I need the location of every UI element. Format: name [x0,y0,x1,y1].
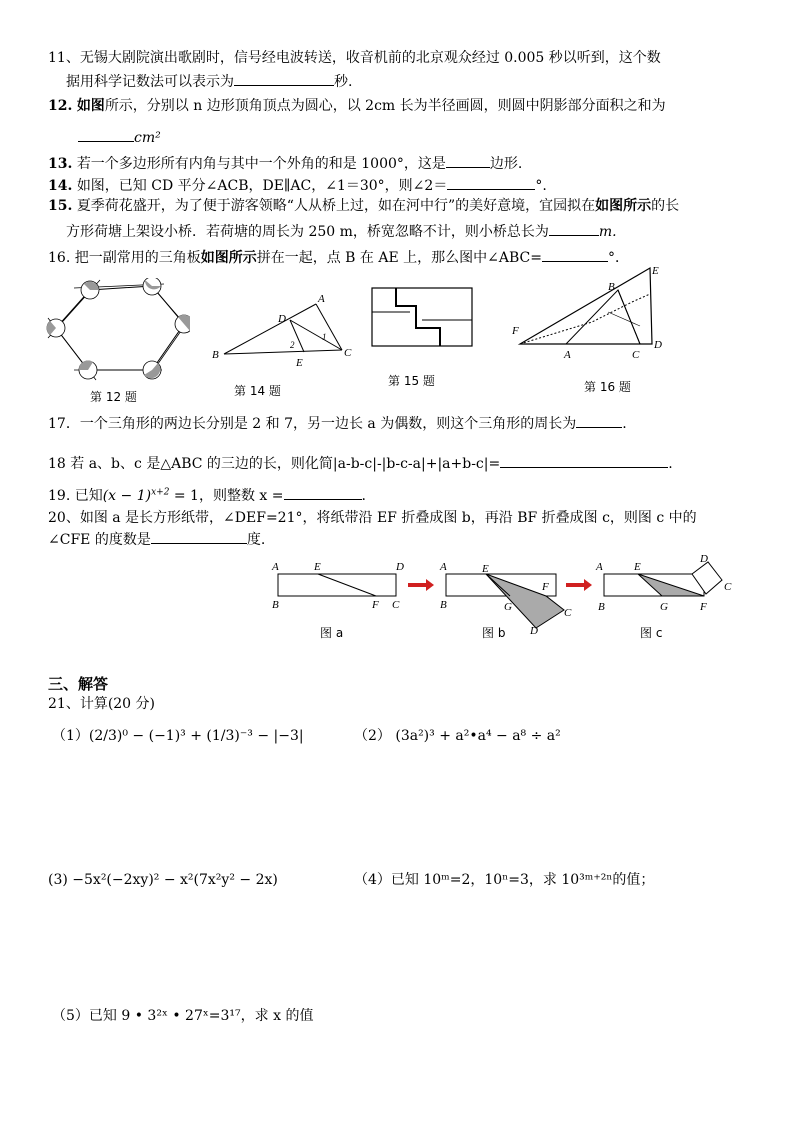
svg-text:A: A [272,561,279,573]
q16: 16. 把一副常用的三角板如图所示拼在一起，点 B 在 AE 上，那么图中∠ABC= °． [48,246,629,268]
q21-part1: （1）(2/3)⁰ − (−1)³ + (1/3)⁻³ − |−3| [52,728,304,744]
svg-text:E: E [634,561,641,573]
svg-text:B: B [608,281,615,293]
caption-fig20c: 图 c [640,626,663,640]
q11-line2: 据用科学记数法可以表示为 秒. [66,70,352,92]
svg-text:B: B [598,601,605,613]
q12-line2: cm² [78,126,161,148]
answer-blank-17[interactable] [576,412,622,428]
q18: 18 若 a、b、c 是△ABC 的三边的长，则化简|a-b-c|-|b-c-a|+|a+b-c|= . [48,452,673,474]
figure-20c-fold [594,550,744,620]
answer-blank-18[interactable] [500,452,668,468]
q21-part4: （4）已知 10ᵐ=2，10ⁿ=3，求 10³ᵐ⁺²ⁿ的值； [354,872,655,888]
figure-15-pond [370,286,474,348]
svg-text:B: B [272,599,279,611]
svg-text:F: F [700,601,707,613]
svg-text:C: C [564,607,572,619]
answer-blank-13[interactable] [446,152,490,168]
svg-text:D: D [654,339,662,351]
caption-fig20a: 图 a [320,626,344,640]
q14: 14. 如图，已知 CD 平分∠ACB，DE∥AC，∠1＝30°，则∠2＝ °. [48,174,547,196]
svg-text:B: B [440,599,447,611]
svg-text:F: F [542,581,549,593]
svg-text:2: 2 [290,340,295,350]
svg-text:F: F [372,599,379,611]
caption-fig14: 第 14 题 [234,384,281,398]
caption-fig12: 第 12 题 [90,390,137,404]
figure-20a-strip [268,558,414,614]
q12-line1: 12. 如图所示，分别以 n 边形顶角顶点为圆心，以 2cm 长为半径画圆，则圆中阴影部分面积之和为 [48,98,666,114]
caption-fig20b: 图 b [482,626,506,640]
q13: 13. 若一个多边形所有内角与其中一个外角的和是 1000°，这是 边形. [48,152,522,174]
svg-text:1: 1 [322,332,327,342]
q17: 17．一个三角形的两边长分别是 2 和 7，另一边长 a 为偶数，则这个三角形的周长为 . [48,412,627,434]
svg-text:A: A [318,293,325,305]
svg-text:A: A [564,349,571,361]
q15-line2: 方形荷塘上架设小桥．若荷塘的周长为 250 m，桥宽忽略不计，则小桥总长为 m. [66,220,617,242]
section-heading: 三、解答 [48,675,109,693]
arrow-icon [408,578,436,592]
svg-text:F: F [512,325,519,337]
answer-blank-20[interactable] [151,528,247,544]
svg-text:C: C [724,581,732,593]
answer-blank-16[interactable] [542,246,608,262]
svg-text:A: A [440,561,447,573]
figure-14-triangle [206,290,356,370]
svg-text:A: A [596,561,603,573]
figure-12-hexagon [44,278,190,388]
svg-text:D: D [700,553,708,565]
arrow-icon [566,578,594,592]
svg-text:C: C [392,599,400,611]
svg-text:E: E [482,563,489,575]
svg-text:E: E [652,265,659,277]
svg-text:G: G [504,601,512,613]
svg-text:D: D [396,561,404,573]
svg-text:E: E [296,357,303,369]
q11-line1: 11、无锡大剧院演出歌剧时，信号经电波转送，收音机前的北京观众经过 0.005 秒以听到，这个数 [48,50,661,66]
q21-part5: （5）已知 9 • 3²ˣ • 27ˣ=3¹⁷，求 x 的值 [52,1008,314,1024]
q20-line2: ∠CFE 的度数是 度. [48,528,265,550]
svg-text:C: C [344,347,352,359]
svg-text:G: G [660,601,668,613]
answer-blank-15[interactable] [549,220,599,236]
q19: 19. 已知$(x - 1)^{x+2} = 1$，则整数 x = . [48,484,366,506]
q21-title: 21、计算(20 分) [48,696,156,712]
svg-text:B: B [212,349,219,361]
answer-blank-11[interactable] [234,70,334,86]
figure-16-set-squares [512,264,672,364]
answer-blank-14[interactable] [447,174,535,190]
svg-text:E: E [314,561,321,573]
svg-text:C: C [632,349,640,361]
figure-20b-fold [436,558,576,638]
svg-text:D: D [530,625,538,637]
answer-blank-19[interactable] [284,484,362,500]
q20-line1: 20、如图 a 是长方形纸带，∠DEF=21°，将纸带沿 EF 折叠成图 b，再沿 BF 折叠成图 c，则图 c 中的 [48,510,697,526]
answer-blank-12[interactable] [78,126,134,142]
q21-part2: （2） (3a²)³ + a²•a⁴ − a⁸ ÷ a² [354,728,561,744]
caption-fig16: 第 16 题 [584,380,631,394]
caption-fig15: 第 15 题 [388,374,435,388]
q15-line1: 15. 夏季荷花盛开，为了便于游客领略“人从桥上过，如在河中行”的美好意境，宜园拟在如图所示的长 [48,198,680,214]
svg-text:D: D [278,313,286,325]
q21-part3: (3) −5x²(−2xy)² − x²(7x²y² − 2x) [48,872,278,888]
